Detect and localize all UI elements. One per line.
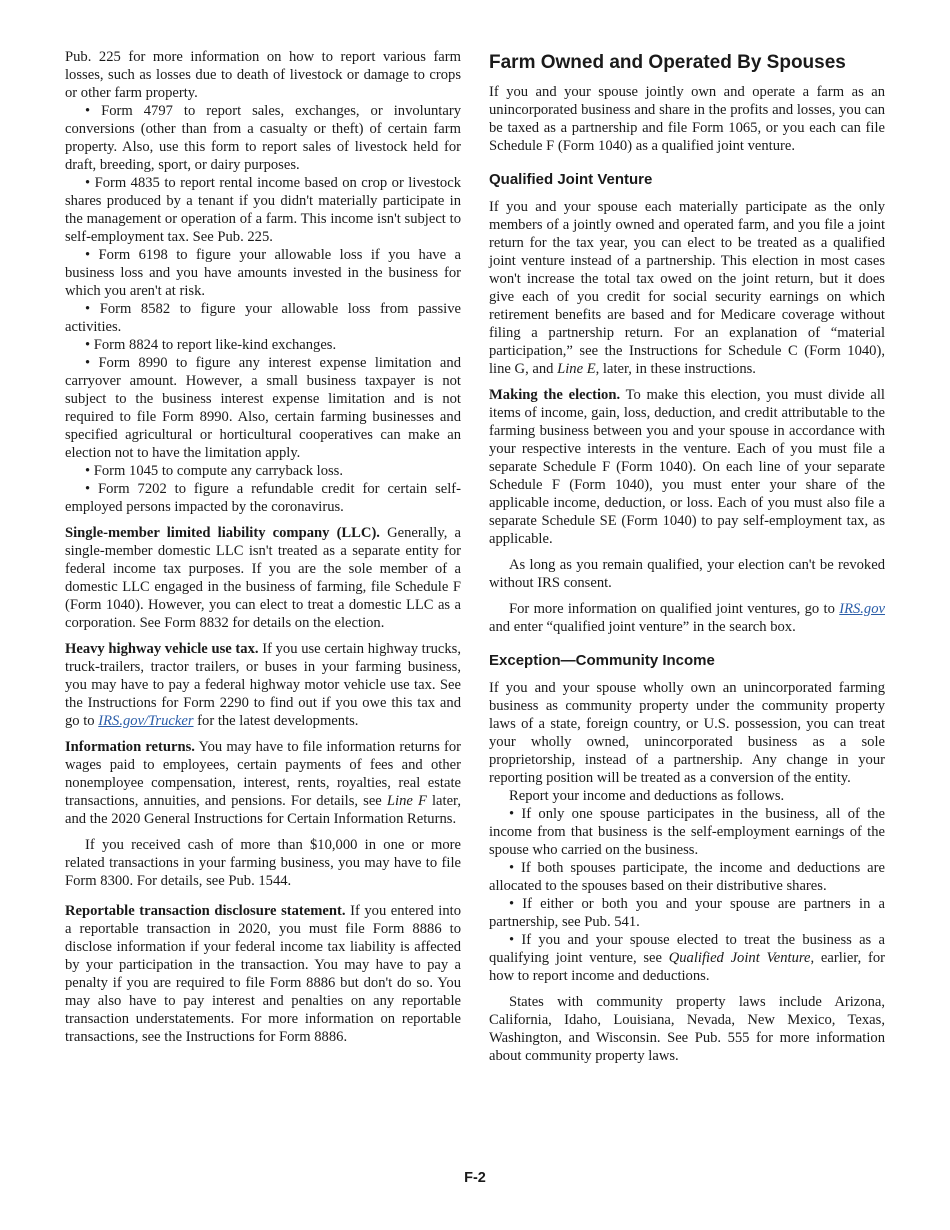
community-bullet-both-spouses: • If both spouses participate, the income and deductions are allocated to the spouses based on their distributive shares. bbox=[489, 860, 885, 894]
reportable-paragraph bbox=[65, 902, 461, 1046]
info-returns-text: You may have to file information returns for wages paid to employees, certain payments of fees and other nonemployee compensation, interest, rents, royalties, real estate transactions, annuities, and pensions. For details, see bbox=[65, 739, 462, 809]
info-returns-paragraph bbox=[65, 738, 461, 828]
cash-paragraph: If you received cash of more than $10,000 in one or more related transactions in your farming business, you may have to file Form 8300. For details, see Pub. 1544. bbox=[65, 837, 461, 889]
line-f-reference: Line F bbox=[386, 793, 427, 809]
bullet-form-1045: • Form 1045 to compute any carryback loss. bbox=[85, 463, 344, 479]
llc-paragraph bbox=[65, 524, 461, 632]
states-paragraph: States with community property laws include Arizona, California, Idaho, Louisiana, Nevada, New Mexico, Texas, Washington, and Wisconsin. See Pub. 555 for more information about community property laws. bbox=[489, 994, 885, 1064]
election-heading: Making the election. bbox=[489, 387, 621, 403]
report-paragraph: Report your income and deductions as follows. bbox=[509, 788, 785, 804]
more-info-paragraph bbox=[489, 600, 885, 636]
bullet-form-4835: • Form 4835 to report rental income based on crop or livestock shares produced by a tenant if you didn't materially participate in the management or operation of a farm. This income isn't subject to self-employment tax. See Pub. 225. bbox=[65, 175, 461, 245]
bullet-form-6198: • Form 6198 to figure your allowable loss if you have a business loss and you have amounts invested in the business for which you aren't at risk. bbox=[65, 247, 461, 299]
bullet-form-7202: • Form 7202 to figure a refundable credit for certain self-employed persons impacted by the coronavirus. bbox=[65, 481, 461, 515]
qjv-text-end: , later, in these instructions. bbox=[595, 361, 756, 377]
community-bullet-qjv-text: • If you and your spouse elected to treat the business as a qualifying joint venture, see bbox=[489, 932, 885, 966]
community-bullet-one-spouse: • If only one spouse participates in the business, all of the income from that business is the self-employment earnings of the spouse who carried on the business. bbox=[489, 806, 885, 858]
community-bullet-qjv bbox=[489, 931, 885, 985]
reportable-heading: Reportable transaction disclosure statement. bbox=[65, 903, 346, 919]
bullet-form-4797: • Form 4797 to report sales, exchanges, or involuntary conversions (other than from a casualty or theft) of certain farm property. Also, use this form to report sales of livestock held for draft, breeding, sport, or dairy purposes. bbox=[65, 103, 461, 173]
election-text: To make this election, you must divide all items of income, gain, loss, deduction, and credit attributable to the farming business between you and your spouse in accordance with your respective interests in the venture. Each of you must file a separate Schedule F (Form 1040). On each line of your separate Schedule F (Form 1040), you must enter your share of the applicable income, deduction, or loss. Each of you must also file a separate Schedule SE (Form 1040) to pay self-employment tax, as applicable. bbox=[489, 387, 885, 547]
hvut-heading: Heavy highway vehicle use tax. bbox=[65, 641, 259, 657]
left-column bbox=[65, 48, 461, 1046]
more-info-text-end: and enter “qualified joint venture” in the search box. bbox=[489, 619, 796, 635]
community-paragraph: If you and your spouse wholly own an unincorporated farming business as community property under the community property laws of a state, foreign country, or U.S. possession, you can treat your wholly owned, unincorporated business as a sole proprietorship, instead of a partnership. Any change in your reporting position will be treated as a conversion of the entity. bbox=[489, 680, 885, 786]
election-paragraph bbox=[489, 386, 885, 548]
info-returns-heading: Information returns. bbox=[65, 739, 195, 755]
remain-paragraph: As long as you remain qualified, your election can't be revoked without IRS consent. bbox=[489, 557, 885, 591]
community-bullet-partners: • If either or both you and your spouse are partners in a partnership, see Pub. 541. bbox=[489, 896, 885, 930]
line-e-reference: Line E bbox=[557, 361, 596, 377]
llc-heading: Single-member limited liability company (LLC). bbox=[65, 525, 380, 541]
right-column bbox=[489, 48, 885, 1065]
bullet-form-8824: • Form 8824 to report like-kind exchanges. bbox=[85, 337, 337, 353]
spouses-intro: If you and your spouse jointly own and operate a farm as an unincorporated business and share in the profits and losses, you can be taxed as a partnership and file Form 1065, or you each can file Schedule F (Form 1040) as a qualified joint venture. bbox=[489, 84, 885, 154]
info-returns-text-end: later, and the 2020 General Instructions for Certain Information Returns. bbox=[65, 793, 461, 827]
intro-paragraph: Pub. 225 for more information on how to report various farm losses, such as losses due to death of livestock or damage to crops or other farm property. bbox=[65, 49, 461, 101]
bullet-form-8582: • Form 8582 to figure your allowable loss from passive activities. bbox=[65, 301, 461, 335]
hvut-text-end: for the latest developments. bbox=[197, 713, 359, 729]
hvut-paragraph bbox=[65, 640, 461, 730]
irs-trucker-link[interactable]: IRS.gov/Trucker bbox=[98, 713, 194, 729]
community-bullet-qjv-text-end: , earlier, for how to report income and deductions. bbox=[489, 950, 885, 984]
qjv-text: If you and your spouse each materially participate as the only members of a jointly owned and operated farm, and you file a joint return for the tax year, you can elect to be treated as a qualified joint venture instead of a partnership. This election in most cases won't increase the total tax owed on the joint return, but it does give each of you credit for social security earnings on which retirement benefits are based and for Medicare coverage without filing a partnership return. For an explanation of “material participation,” see the Instructions for Schedule C (Form 1040), line G, and bbox=[489, 199, 885, 377]
llc-text: Generally, a single-member domestic LLC isn't treated as a separate entity for federal income tax purposes. If you are the sole member of a domestic LLC engaged in the business of farming, file Schedule F (Form 1040). However, you can elect to treat a domestic LLC as a corporation. See Form 8832 for details on the election. bbox=[65, 525, 461, 631]
qjv-reference: Qualified Joint Venture bbox=[668, 950, 811, 966]
page-number: F-2 bbox=[464, 1170, 486, 1186]
section-title: Farm Owned and Operated By Spouses bbox=[489, 52, 846, 73]
more-info-text: For more information on qualified joint ventures, go to bbox=[509, 601, 835, 617]
community-heading: Exception—Community Income bbox=[489, 652, 715, 669]
hvut-text: If you use certain highway trucks, truck-trailers, tractor trailers, or buses in your farming business, you may have to pay a federal highway motor vehicle use tax. See the Instructions for Form 2290 to find out if you owe this tax and go to bbox=[65, 641, 461, 729]
bullet-form-8990: • Form 8990 to figure any interest expense limitation and carryover amount. However, a small business taxpayer is not subject to the business interest expense limitation and is not required to file Form 8990. Also, certain farming businesses and specified agricultural or horticultural cooperatives can make an election not to have the limitation apply. bbox=[65, 355, 461, 461]
qjv-paragraph bbox=[489, 198, 885, 378]
qjv-heading: Qualified Joint Venture bbox=[489, 171, 653, 188]
reportable-text: If you entered into a reportable transaction in 2020, you must file Form 8886 to disclose information if your federal income tax liability is affected by your participation in the transaction. You may have to pay a penalty if you are required to file Form 8886 but don't do so. You may also have to pay interest and penalties on any reportable transaction understatements. For more information on reportable transactions, see the Instructions for Form 8886. bbox=[65, 903, 461, 1045]
irs-gov-link[interactable]: IRS.gov bbox=[839, 601, 885, 617]
